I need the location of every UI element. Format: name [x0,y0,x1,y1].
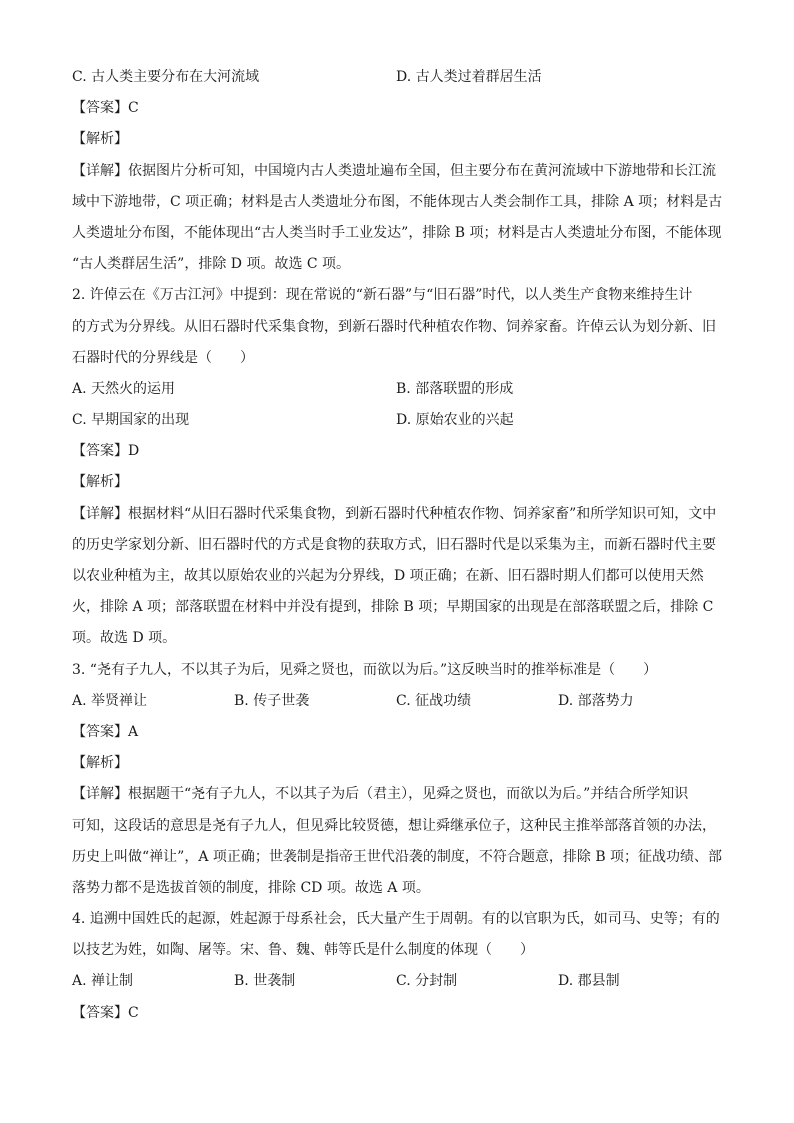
options-row [72,686,724,717]
text-line: 人类遗址分布图，不能体现出“古人类当时手工业发达”，排除 B 项；材料是古人类遗址分布图，不能体现 [72,224,722,241]
text-line: 【答案】C [72,100,139,117]
text-line: “古人类群居生活”，排除 D 项。故选 C 项。 [72,256,351,273]
text-line: 以技艺为姓，如陶、屠等。宋、鲁、魏、韩等氏是什么制度的体现（ ） [72,942,534,959]
text-line: 历史上叫做“禅让”，A 项正确；世袭制是指帝王世代沿袭的制度，不符合题意，排除 B 项；征战功绩、部 [72,848,723,865]
answer-option: D. 古人类过着群居生活 [396,69,542,85]
answer-option: D. 原始农业的兴起 [396,412,514,429]
text-line: 3. “尧有子九人，不以其子为后，见舜之贤也，而欲以为后。”这反映当时的推举标准是（ ） [72,661,658,678]
text-line: 可知，这段话的意思是尧有子九人，但见舜比较贤德，想让舜继承位子，这种民主推举部落首领的办法， [72,817,716,834]
answer-option: C. 古人类主要分布在大河流域 [72,69,260,85]
answer-option: A. 举贤禅让 [72,692,148,709]
text-line: 火，排除 A 项；部落联盟在材料中并没有提到，排除 B 项；早期国家的出现是在部落联盟之后，排除 C [72,599,714,616]
answer-option: A. 天然火的运用 [72,380,176,397]
answer-option: C. 早期国家的出现 [72,412,190,429]
text-line: 【答案】A [72,723,139,740]
options-row [72,62,724,93]
text-line: 落势力都不是选拔首领的制度，排除 CD 项。故选 A 项。 [72,879,430,896]
text-line: 以农业种植为主，故其以原始农业的兴起为分界线，D 项正确；在新、旧石器时期人们都可以使用天然 [72,568,704,584]
answer-option: B. 世袭制 [234,973,296,990]
text-line: 4. 追溯中国姓氏的起源，姓起源于母系社会，氏大量产生于周朝。有的以官职为氏，如司马、史等；有的 [72,911,720,928]
document-page [72,62,724,1029]
text-line: 项。故选 D 项。 [72,630,177,647]
text-line: 【解析】 [72,755,128,772]
answer-option: B. 部落联盟的形成 [396,380,514,397]
text-line: 【答案】C [72,1004,139,1021]
answer-option: B. 传子世袭 [234,692,310,709]
text-line: 的方式为分界线。从旧石器时代采集食物，到新石器时代种植农作物、饲养家畜。许倬云认为划分新、旧 [72,318,716,335]
answer-option: C. 分封制 [396,973,458,990]
text-line: 2. 许倬云在《万古江河》中提到：现在常说的“新石器”与“旧石器”时代，以人类生产食物来维持生计 [72,287,693,304]
options-row [72,405,724,436]
answer-option: D. 郡县制 [558,973,620,990]
text-line: 域中下游地带，C 项正确；材料是古人类遗址分布图，不能体现古人类会制作工具，排除 A 项；材料是古 [72,193,723,210]
text-line: 【详解】依据图片分析可知，中国境内古人类遗址遍布全国，但主要分布在黄河流域中下游地带和长江流 [72,162,716,179]
text-line: 【详解】根据题干“尧有子九人，不以其子为后（君主），见舜之贤也，而欲以为后。”并结合所学知识 [72,786,689,803]
text-line: 【解析】 [72,474,128,491]
answer-option: C. 征战功绩 [396,692,472,709]
answer-option: A. 禅让制 [72,973,134,990]
text-line: 【答案】D [72,443,140,460]
options-row [72,374,724,405]
text-line: 石器时代的分界线是（ ） [72,349,254,366]
options-row [72,966,724,997]
text-line: 【解析】 [72,131,128,148]
text-line: 【详解】根据材料“从旧石器时代采集食物，到新石器时代种植农作物、饲养家畜”和所学知识可知，文中 [72,505,717,522]
text-line: 的历史学家划分新、旧石器时代的方式是食物的获取方式，旧石器时代是以采集为主，而新石器时代主要 [72,536,716,553]
answer-option: D. 部落势力 [558,692,634,709]
